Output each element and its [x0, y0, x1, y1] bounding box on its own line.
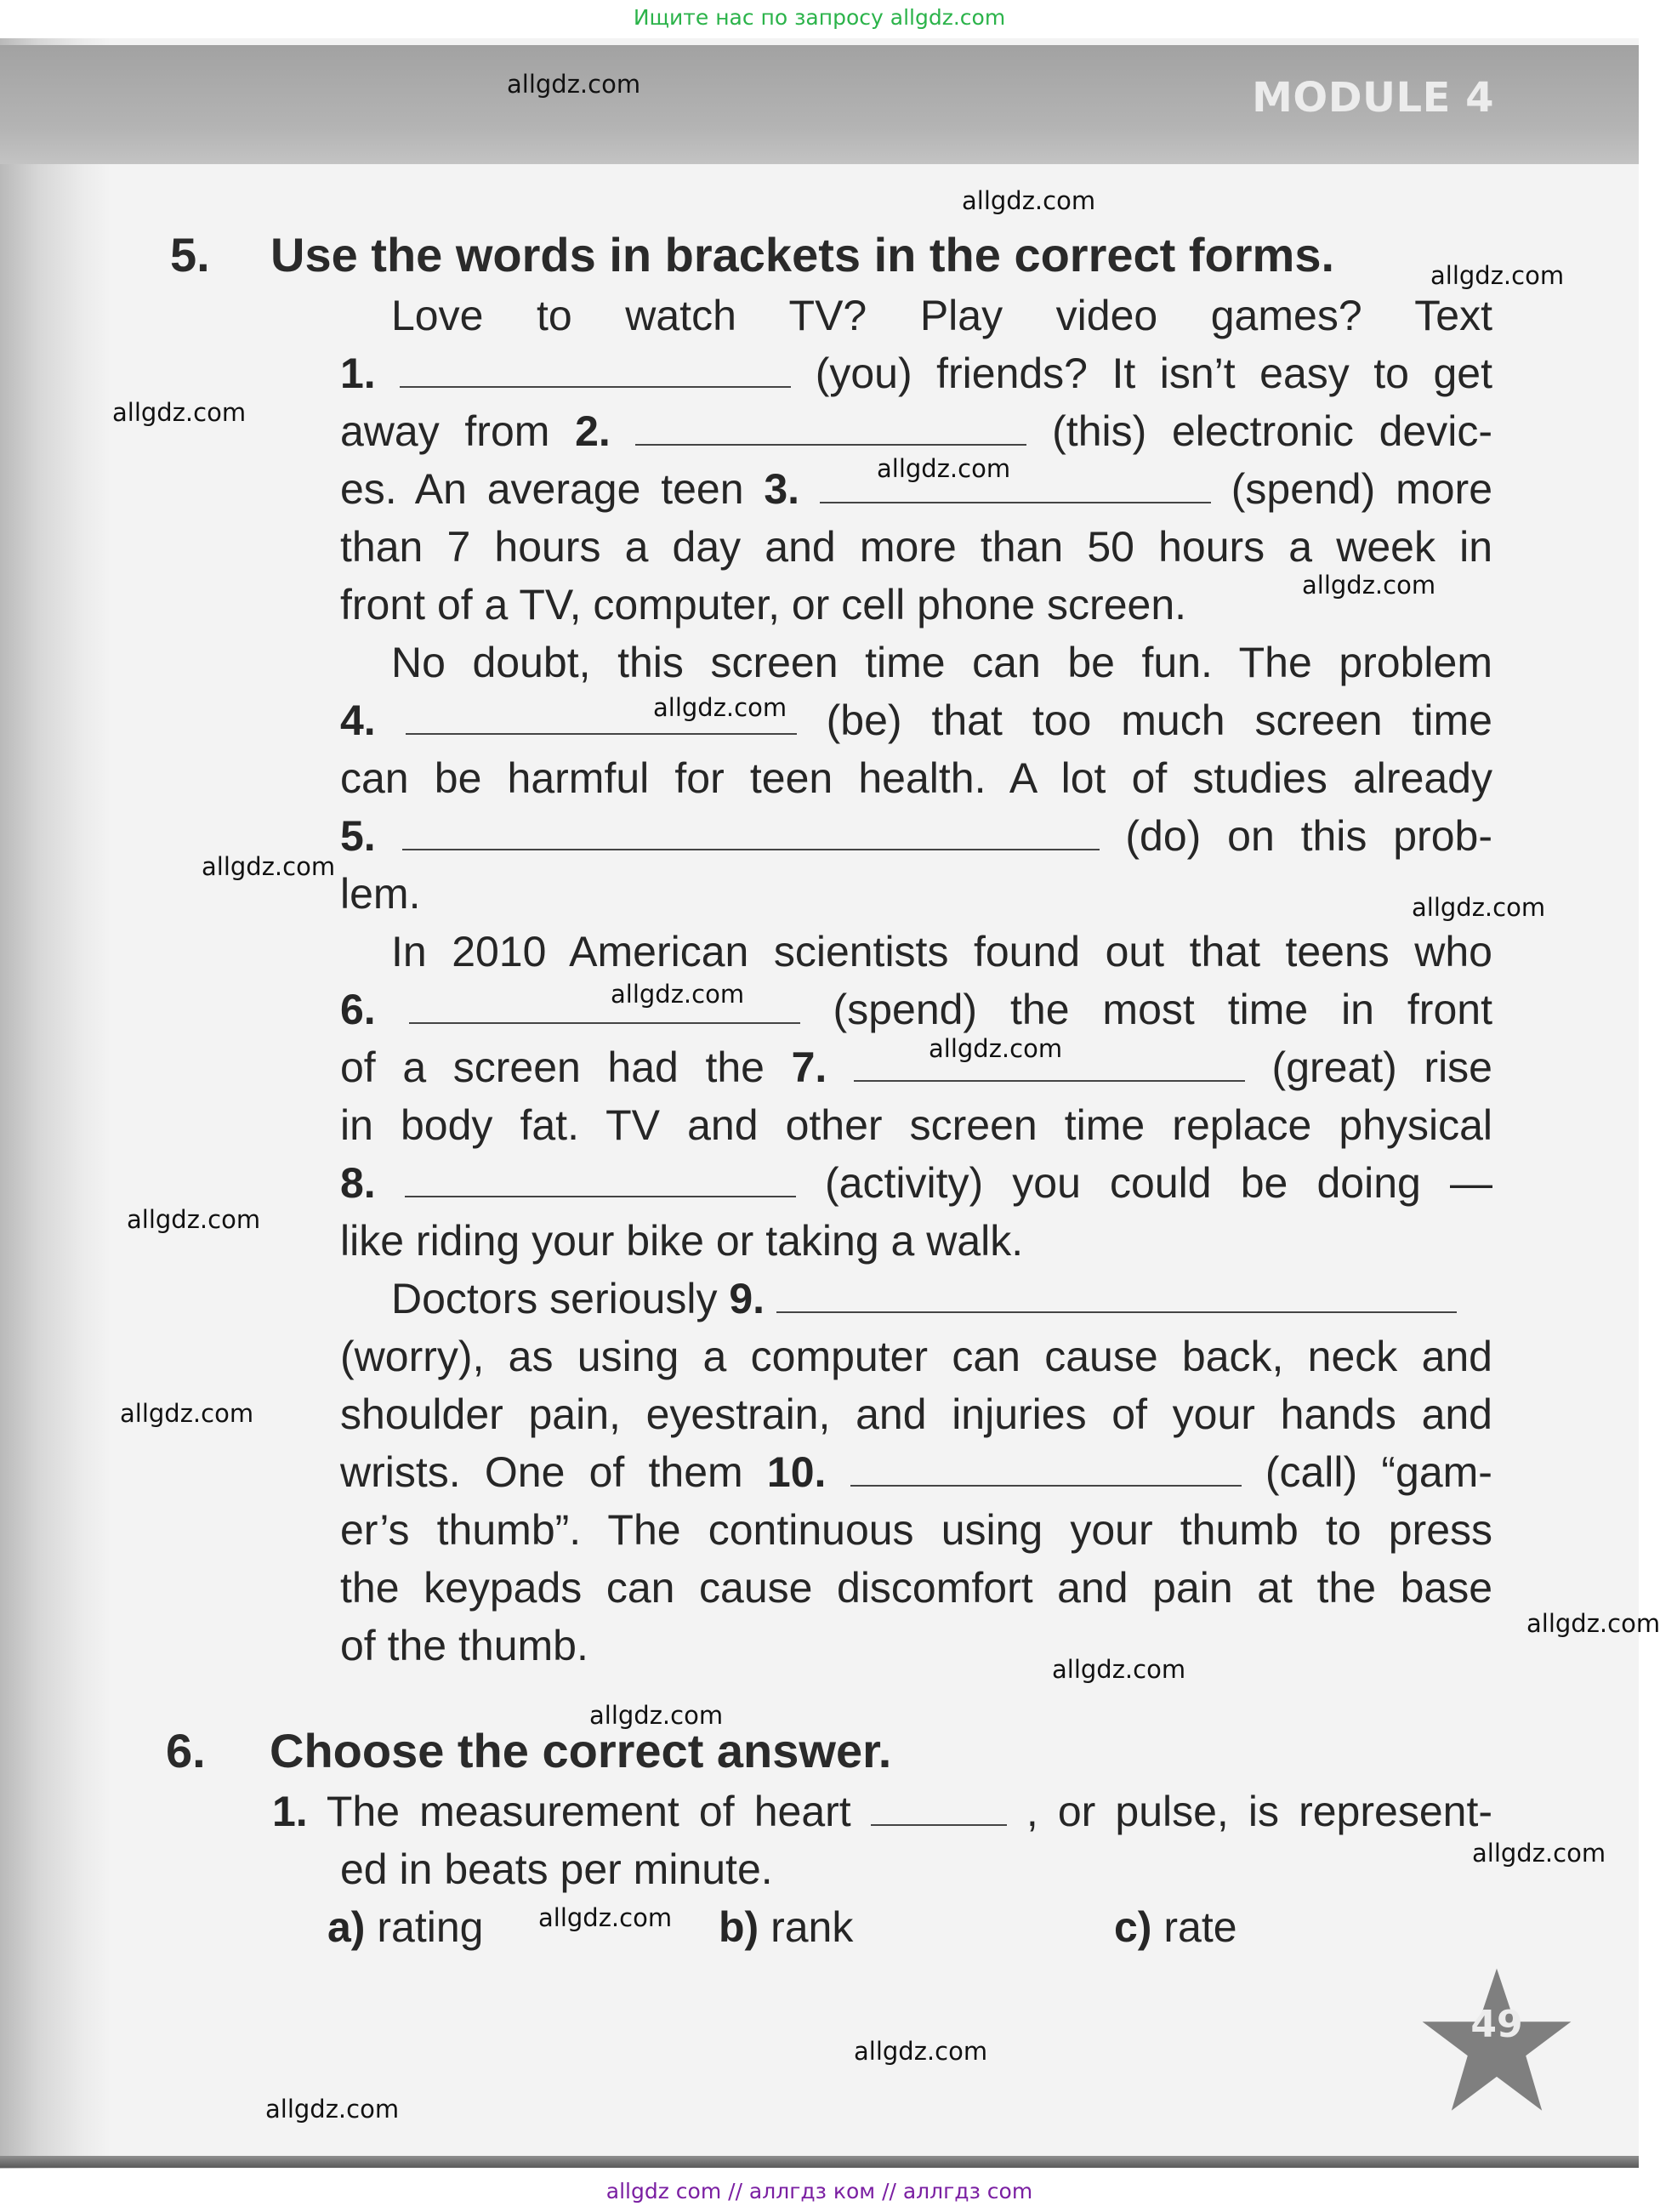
text-segment: (call) “gam-: [1265, 1448, 1492, 1496]
watermark: allgdz.com: [507, 70, 641, 99]
text-segment: can be harmful for teen health. A lot of studies already: [340, 754, 1492, 802]
exercise-number: 5.: [170, 228, 210, 281]
option-letter: a): [327, 1903, 366, 1951]
text-segment: (this) electronic devic-: [1052, 407, 1492, 455]
text-line: [391, 1273, 1492, 1324]
text-line: [340, 1042, 1492, 1093]
bottom-rule: [0, 2156, 1639, 2168]
module-title: MODULE 4: [1252, 74, 1494, 122]
text-segment: lem.: [340, 870, 421, 918]
gap-number: 5.: [340, 812, 376, 860]
text-segment: in body fat. TV and other screen time replace physical: [340, 1101, 1492, 1149]
text-line: [340, 1620, 1492, 1671]
text-segment: ed in beats per minute.: [340, 1845, 773, 1893]
text-line: [340, 1447, 1492, 1498]
text-segment: than 7 hours a day and more than 50 hours a week in: [340, 523, 1492, 571]
header-band: [0, 45, 1639, 164]
answer-blank-10[interactable]: [850, 1447, 1242, 1487]
text-line: [340, 348, 1492, 399]
text-line: [340, 695, 1492, 746]
watermark: allgdz.com: [1526, 1609, 1660, 1638]
option-text: rating: [365, 1903, 484, 1951]
text-line: [340, 1562, 1492, 1613]
gap-number: 9.: [729, 1275, 765, 1322]
text-line: [391, 290, 1492, 341]
option-a[interactable]: [327, 1902, 483, 1953]
text-segment: (activity) you could be doing —: [825, 1159, 1492, 1207]
answer-blank-8[interactable]: [405, 1158, 796, 1197]
watermark: allgdz.com: [1052, 1655, 1186, 1684]
text-segment: , or pulse, is represent-: [1026, 1788, 1492, 1835]
question-line: [272, 1786, 1492, 1837]
watermark: allgdz.com: [202, 852, 336, 881]
text-line: [391, 926, 1492, 977]
question-line: [340, 1844, 1492, 1895]
text-segment: shoulder pain, eyestrain, and injuries of your hands and: [340, 1390, 1492, 1438]
text-line: [340, 1157, 1492, 1208]
text-segment: (worry), as using a computer can cause back, neck and: [340, 1333, 1492, 1380]
gap-number: 6.: [340, 986, 376, 1033]
answer-blank-5[interactable]: [402, 811, 1100, 850]
text-segment: (spend) the most time in front: [833, 986, 1492, 1033]
gap-number: 1.: [340, 350, 376, 397]
exercise-6-heading: [166, 1723, 891, 1778]
top-banner[interactable]: Ищите нас по запросу allgdz.com: [633, 5, 1006, 30]
text-segment: front of a TV, computer, or cell phone screen.: [340, 581, 1187, 628]
watermark: allgdz.com: [112, 398, 247, 427]
text-segment: the keypads can cause discomfort and pain at the base: [340, 1564, 1492, 1612]
watermark: allgdz.com: [1302, 571, 1436, 600]
watermark: allgdz.com: [538, 1903, 673, 1932]
text-segment: (spend) more: [1231, 465, 1492, 513]
exercise-title: Choose the correct answer.: [270, 1724, 892, 1777]
watermark: allgdz.com: [877, 454, 1011, 483]
text-segment: of a screen had the: [340, 1043, 792, 1091]
watermark: allgdz.com: [611, 980, 745, 1009]
text-line: [340, 1504, 1492, 1555]
text-line: [340, 1331, 1492, 1382]
watermark: allgdz.com: [1430, 261, 1565, 290]
text-segment: er’s thumb”. The continuous using your thumb to press: [340, 1506, 1492, 1554]
watermark: allgdz.com: [929, 1034, 1063, 1063]
watermark: allgdz.com: [1412, 893, 1546, 922]
text-line: [340, 868, 1492, 919]
text-segment: In 2010 American scientists found out that teens who: [391, 928, 1492, 975]
option-text: rate: [1151, 1903, 1237, 1951]
question-number: 1.: [272, 1788, 308, 1835]
option-letter: c): [1114, 1903, 1152, 1951]
gap-number: 7.: [791, 1043, 827, 1091]
text-line: [391, 637, 1492, 688]
exercise-title: Use the words in brackets in the correct forms.: [270, 228, 1335, 281]
answer-blank-2[interactable]: [635, 407, 1026, 446]
text-segment: No doubt, this screen time can be fun. The problem: [391, 639, 1492, 686]
text-line: [340, 406, 1492, 457]
text-line: [340, 1389, 1492, 1440]
text-line: [340, 1215, 1492, 1266]
option-c[interactable]: [1114, 1902, 1237, 1953]
watermark: allgdz.com: [653, 693, 787, 722]
text-segment: (you) friends? It isn’t easy to get: [815, 350, 1492, 397]
page-spine-shadow: [0, 38, 111, 2169]
answer-blank-1[interactable]: [400, 349, 791, 388]
footer-links[interactable]: allgdz com // аллгдз ком // аллгдз com: [605, 2179, 1033, 2203]
watermark: allgdz.com: [854, 2037, 988, 2066]
exercise-number: 6.: [166, 1724, 206, 1777]
text-segment: The measurement of heart: [307, 1788, 871, 1835]
text-line: [340, 810, 1492, 861]
text-line: [340, 984, 1492, 1035]
text-segment: of the thumb.: [340, 1622, 588, 1669]
text-line: [340, 1100, 1492, 1151]
gap-number: 2.: [575, 407, 611, 455]
text-line: [340, 521, 1492, 572]
gap-number: 10.: [766, 1448, 827, 1496]
answer-blank-9[interactable]: [776, 1274, 1457, 1313]
text-segment: (do) on this prob-: [1125, 812, 1492, 860]
watermark: allgdz.com: [120, 1399, 254, 1428]
text-segment: Love to watch TV? Play video games? Text: [391, 292, 1492, 339]
gap-number: 3.: [764, 465, 800, 513]
watermark: allgdz.com: [265, 2095, 400, 2124]
watermark: allgdz.com: [1472, 1839, 1606, 1868]
watermark: allgdz.com: [962, 186, 1096, 215]
exercise-5-heading: [170, 227, 1334, 282]
text-segment: away from: [340, 407, 576, 455]
option-b[interactable]: [719, 1902, 853, 1953]
text-segment: es. An average teen: [340, 465, 765, 513]
option-text: rank: [759, 1903, 854, 1951]
text-segment: Doctors seriously: [391, 1275, 730, 1322]
watermark: allgdz.com: [589, 1701, 724, 1730]
gap-number: 8.: [340, 1159, 376, 1207]
text-segment: like riding your bike or taking a walk.: [340, 1217, 1024, 1265]
text-segment: (great) rise: [1271, 1043, 1492, 1091]
text-segment: wrists. One of them: [340, 1448, 767, 1496]
text-segment: (be) that too much screen time: [826, 697, 1492, 744]
page-number: 49: [1470, 2003, 1523, 2046]
gap-number: 4.: [340, 697, 376, 744]
answer-blank-q1[interactable]: [871, 1787, 1007, 1826]
text-line: [340, 753, 1492, 804]
option-letter: b): [719, 1903, 759, 1951]
watermark: allgdz.com: [127, 1205, 261, 1234]
